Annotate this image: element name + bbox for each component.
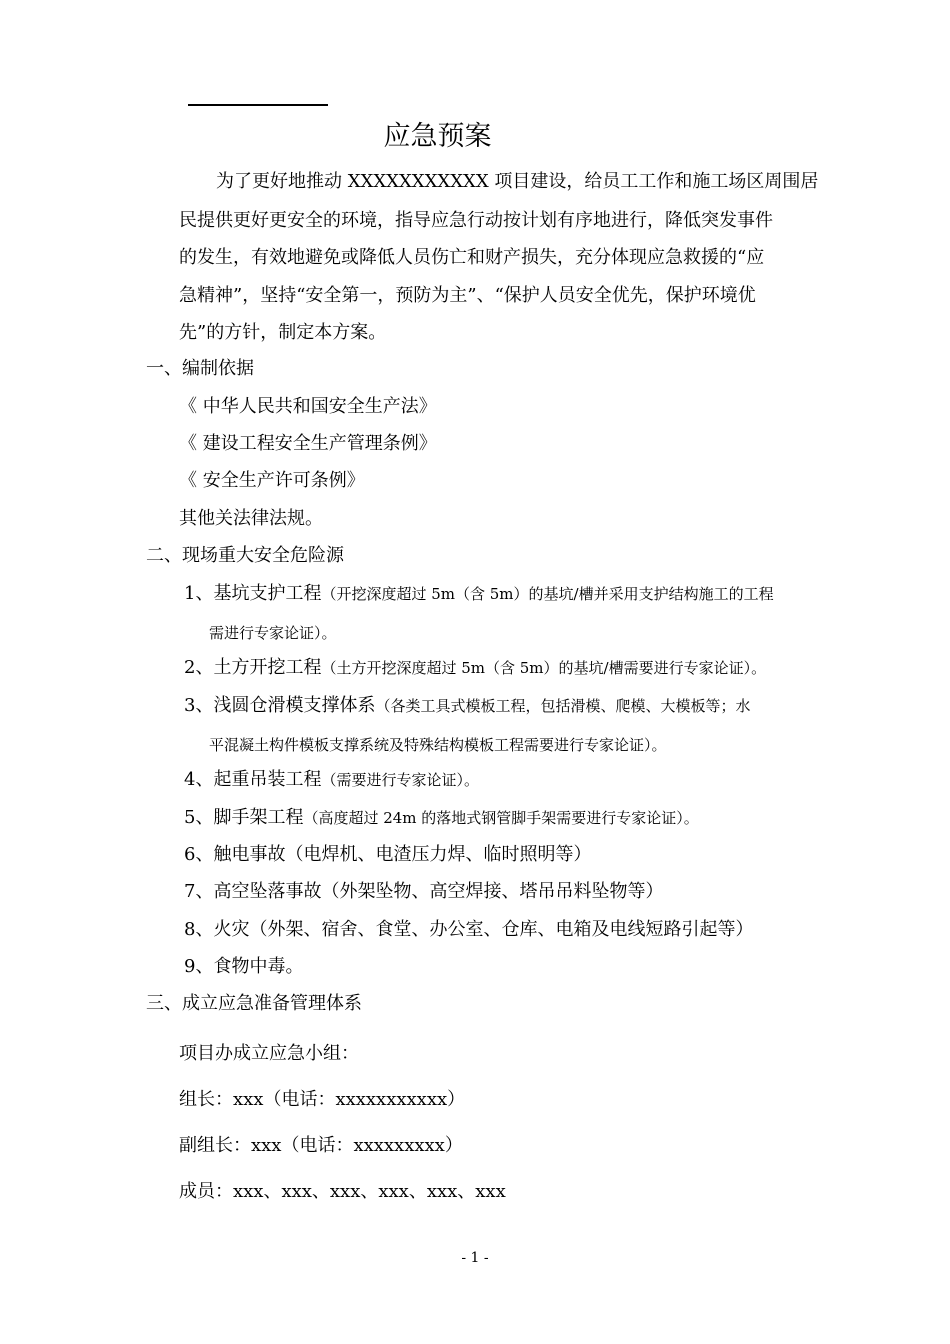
hazard-item (184, 694, 750, 718)
hazard-number: 2、 (184, 657, 214, 678)
hazard-number: 1、 (184, 583, 214, 604)
team-members: 成员：xxx、xxx、xxx、xxx、xxx、xxx (179, 1181, 506, 1202)
intro-line: 为了更好地推动 XXXXXXXXXXX 项目建设，给员工工作和施工场区周围居 (216, 171, 819, 192)
hazard-title: 高空坠落事故（外架坠物、高空焊接、塔吊吊料坠物等） (213, 881, 664, 902)
section-heading: 一、编制依据 (146, 358, 254, 379)
hazard-number: 7、 (184, 881, 214, 902)
intro-line: 民提供更好更安全的环境，指导应急行动按计划有序地进行，降低突发事件 (179, 210, 773, 231)
hazard-number: 6、 (184, 844, 214, 865)
hazard-note: （各类工具式模板工程，包括滑模、爬模、大模板等；水 (375, 697, 751, 715)
section-heading: 二、现场重大安全危险源 (146, 545, 344, 566)
team-leader: 组长：xxx（电话：xxxxxxxxxxx） (179, 1089, 466, 1110)
hazard-note: （土方开挖深度超过 5m（含 5m）的基坑/槽需要进行专家论证）。 (321, 659, 767, 677)
hazard-title: 起重吊装工程 (213, 769, 322, 790)
list-item: 《 建设工程安全生产管理条例》 (179, 433, 437, 454)
hazard-title: 火灾（外架、宿舍、食堂、办公室、仓库、电箱及电线短路引起等） (213, 919, 754, 940)
hazard-number: 8、 (184, 919, 214, 940)
intro-line: 的发生，有效地避免或降低人员伤亡和财产损失，充分体现应急救援的“应 (179, 247, 765, 268)
hazard-title: 脚手架工程 (213, 807, 304, 828)
list-item: 《 中华人民共和国安全生产法》 (179, 396, 437, 417)
hazard-item (184, 880, 663, 904)
hazard-number: 9、 (184, 956, 214, 977)
list-item: 其他关法律法规。 (179, 508, 323, 529)
hazard-title: 浅圆仓滑模支撑体系 (213, 695, 376, 716)
hazard-note: （高度超过 24m 的落地式钢管脚手架需要进行专家论证）。 (303, 809, 699, 827)
hazard-note: （需要进行专家论证）。 (321, 771, 479, 789)
list-item: 项目办成立应急小组： (179, 1043, 359, 1064)
hazard-note-continued: 平混凝土构件模板支撑系统及特殊结构模板工程需要进行专家论证）。 (209, 736, 667, 754)
hazard-item (184, 806, 699, 830)
hazard-title: 食物中毒。 (213, 956, 304, 977)
hazard-title: 触电事故（电焊机、电渣压力焊、临时照明等） (213, 844, 592, 865)
hazard-item (184, 955, 303, 979)
hazard-number: 5、 (184, 807, 214, 828)
section-heading: 三、成立应急准备管理体系 (146, 993, 362, 1014)
header-rule (188, 104, 328, 106)
hazard-item (184, 918, 753, 942)
hazard-note: （开挖深度超过 5m（含 5m）的基坑/槽并采用支护结构施工的工程 (321, 585, 774, 603)
list-item: 《 安全生产许可条例》 (179, 470, 365, 491)
team-deputy: 副组长：xxx（电话：xxxxxxxxx） (179, 1135, 463, 1156)
hazard-item (184, 656, 766, 680)
hazard-item (184, 768, 479, 792)
hazard-number: 3、 (184, 695, 214, 716)
hazard-title: 基坑支护工程 (213, 583, 322, 604)
hazard-title: 土方开挖工程 (213, 657, 322, 678)
intro-line: 急精神”，坚持“安全第一，预防为主”、“保护人员安全优先，保护环境优 (179, 285, 756, 306)
document-title: 应急预案 (383, 121, 492, 152)
intro-line: 先”的方针，制定本方案。 (179, 322, 387, 343)
hazard-item (184, 582, 774, 606)
hazard-note-continued: 需进行专家论证）。 (209, 624, 337, 642)
page-number: - 1 - (461, 1250, 489, 1266)
hazard-number: 4、 (184, 769, 214, 790)
hazard-item (184, 843, 591, 867)
